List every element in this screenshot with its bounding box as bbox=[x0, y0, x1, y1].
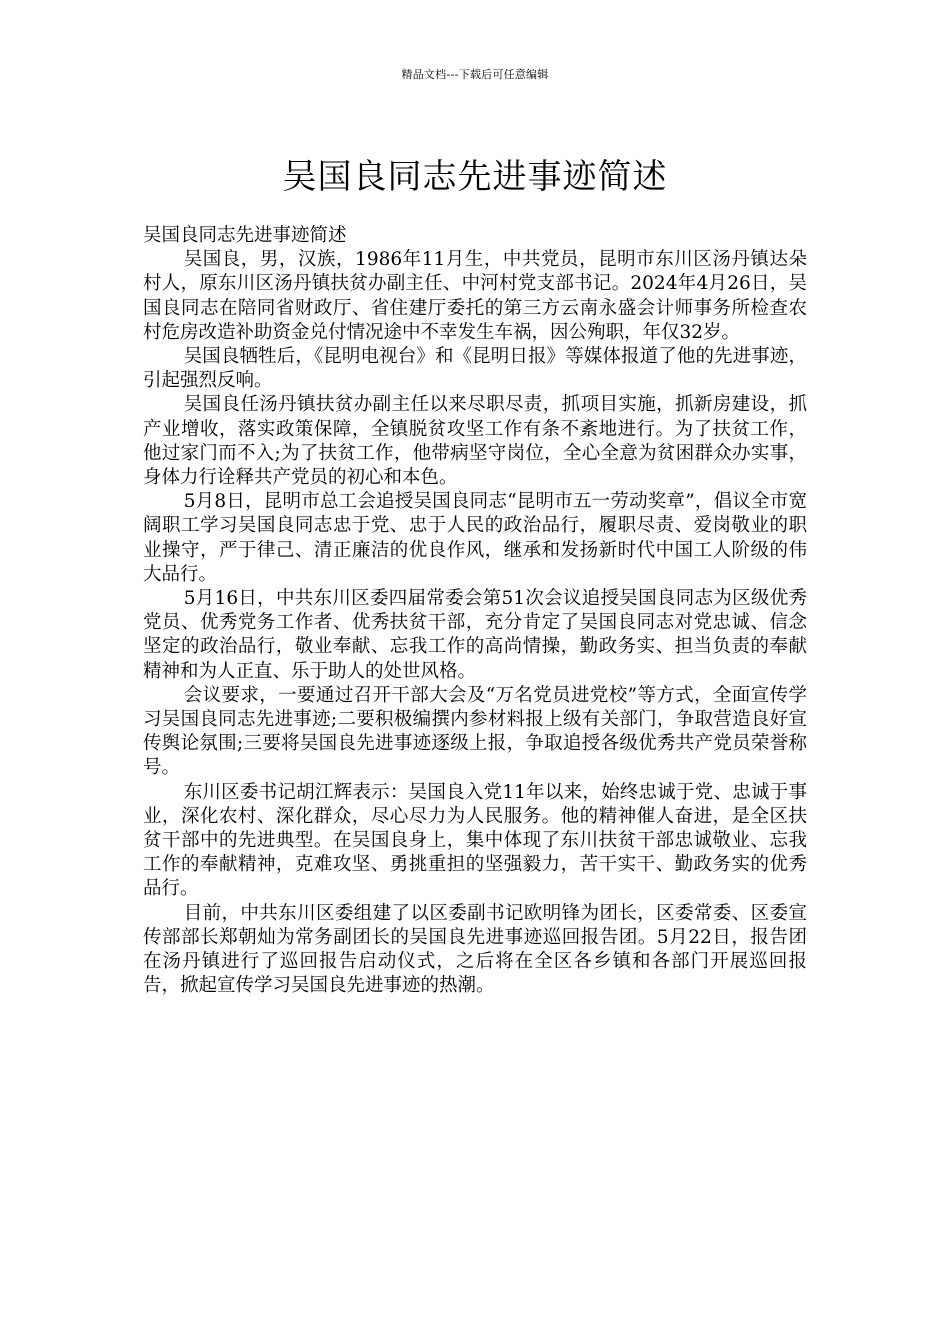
paragraph-4: 5月8日，昆明市总工会追授吴国良同志“昆明市五一劳动奖章”，倡议全市宽阔职工学习吴国良同志忠于党、忠于人民的政治品行，履职尽责、爱岗敬业的职业操守，严于律己、清正廉洁的优良作风，继承和发扬新时代中国工人阶级的伟大品行。 bbox=[143, 491, 807, 585]
paragraph-2: 吴国良牺牲后，《昆明电视台》和《昆明日报》等媒体报道了他的先进事迹，引起强烈反响。 bbox=[143, 346, 807, 392]
paragraph-3: 吴国良任汤丹镇扶贫办副主任以来尽职尽责，抓项目实施，抓新房建设，抓产业增收，落实政策保障，全镇脱贫攻坚工作有条不紊地进行。为了扶贫工作，他过家门而不入;为了扶贫工作，他带病坚守岗位，全心全意为贫困群众办实事，身体力行诠释共产党员的初心和本色。 bbox=[143, 394, 807, 489]
paragraph-6: 会议要求，一要通过召开干部大会及“万名党员进党校”等方式，全面宣传学习吴国良同志先进事迹;二要积极编撰内参材料报上级有关部门，争取营造良好宣传舆论氛围;三要将吴国良先进事迹逐级上报，争取追授各级优秀共产党员荣誉称号。 bbox=[143, 684, 807, 779]
document-subtitle: 吴国良同志先进事迹简述 bbox=[143, 225, 347, 246]
paragraph-7: 东川区委书记胡江辉表示：吴国良入党11年以来，始终忠诚于党、忠诚于事业，深化农村、深化群众，尽心尽力为人民服务。他的精神催人奋进，是全区扶贫干部中的先进典型。在吴国良身上，集中体现了东川扶贫干部忠诚敬业、忘我工作的奉献精神，克难攻坚、勇挑重担的坚强毅力，苦干实干、勤政务实的优秀品行。 bbox=[143, 781, 807, 900]
paragraph-5: 5月16日，中共东川区委四届常委会第51次会议追授吴国良同志为区级优秀党员、优秀党务工作者、优秀扶贫干部，充分肯定了吴国良同志对党忠诚、信念坚定的政治品行，敬业奉献、忘我工作的高尚情操，勤政务实、担当负责的奉献精神和为人正直、乐于助人的处世风格。 bbox=[143, 588, 807, 682]
document-body bbox=[143, 224, 807, 999]
paragraph-8: 目前，中共东川区委组建了以区委副书记欧明锋为团长，区委常委、区委宣传部部长郑朝灿为常务副团长的吴国良先进事迹巡回报告团。5月22日，报告团在汤丹镇进行了巡回报告启动仪式，之后将在全区各乡镇和各部门开展巡回报告，掀起宣传学习吴国良先进事迹的热潮。 bbox=[143, 902, 807, 997]
document-title: 吴国良同志先进事迹简述 bbox=[282, 156, 668, 197]
header-note: 精品文档---下载后可任意编辑 bbox=[401, 68, 549, 81]
paragraph-1: 吴国良，男，汉族，1986年11月生，中共党员，昆明市东川区汤丹镇达朵村人，原东川区汤丹镇扶贫办副主任、中河村党支部书记。2024年4月26日，吴国良同志在陪同省财政厅、省住建厅委托的第三方云南永盛会计师事务所检查农村危房改造补助资金兑付情况途中不幸发生车祸，因公殉职，年仅32岁。 bbox=[143, 249, 807, 343]
